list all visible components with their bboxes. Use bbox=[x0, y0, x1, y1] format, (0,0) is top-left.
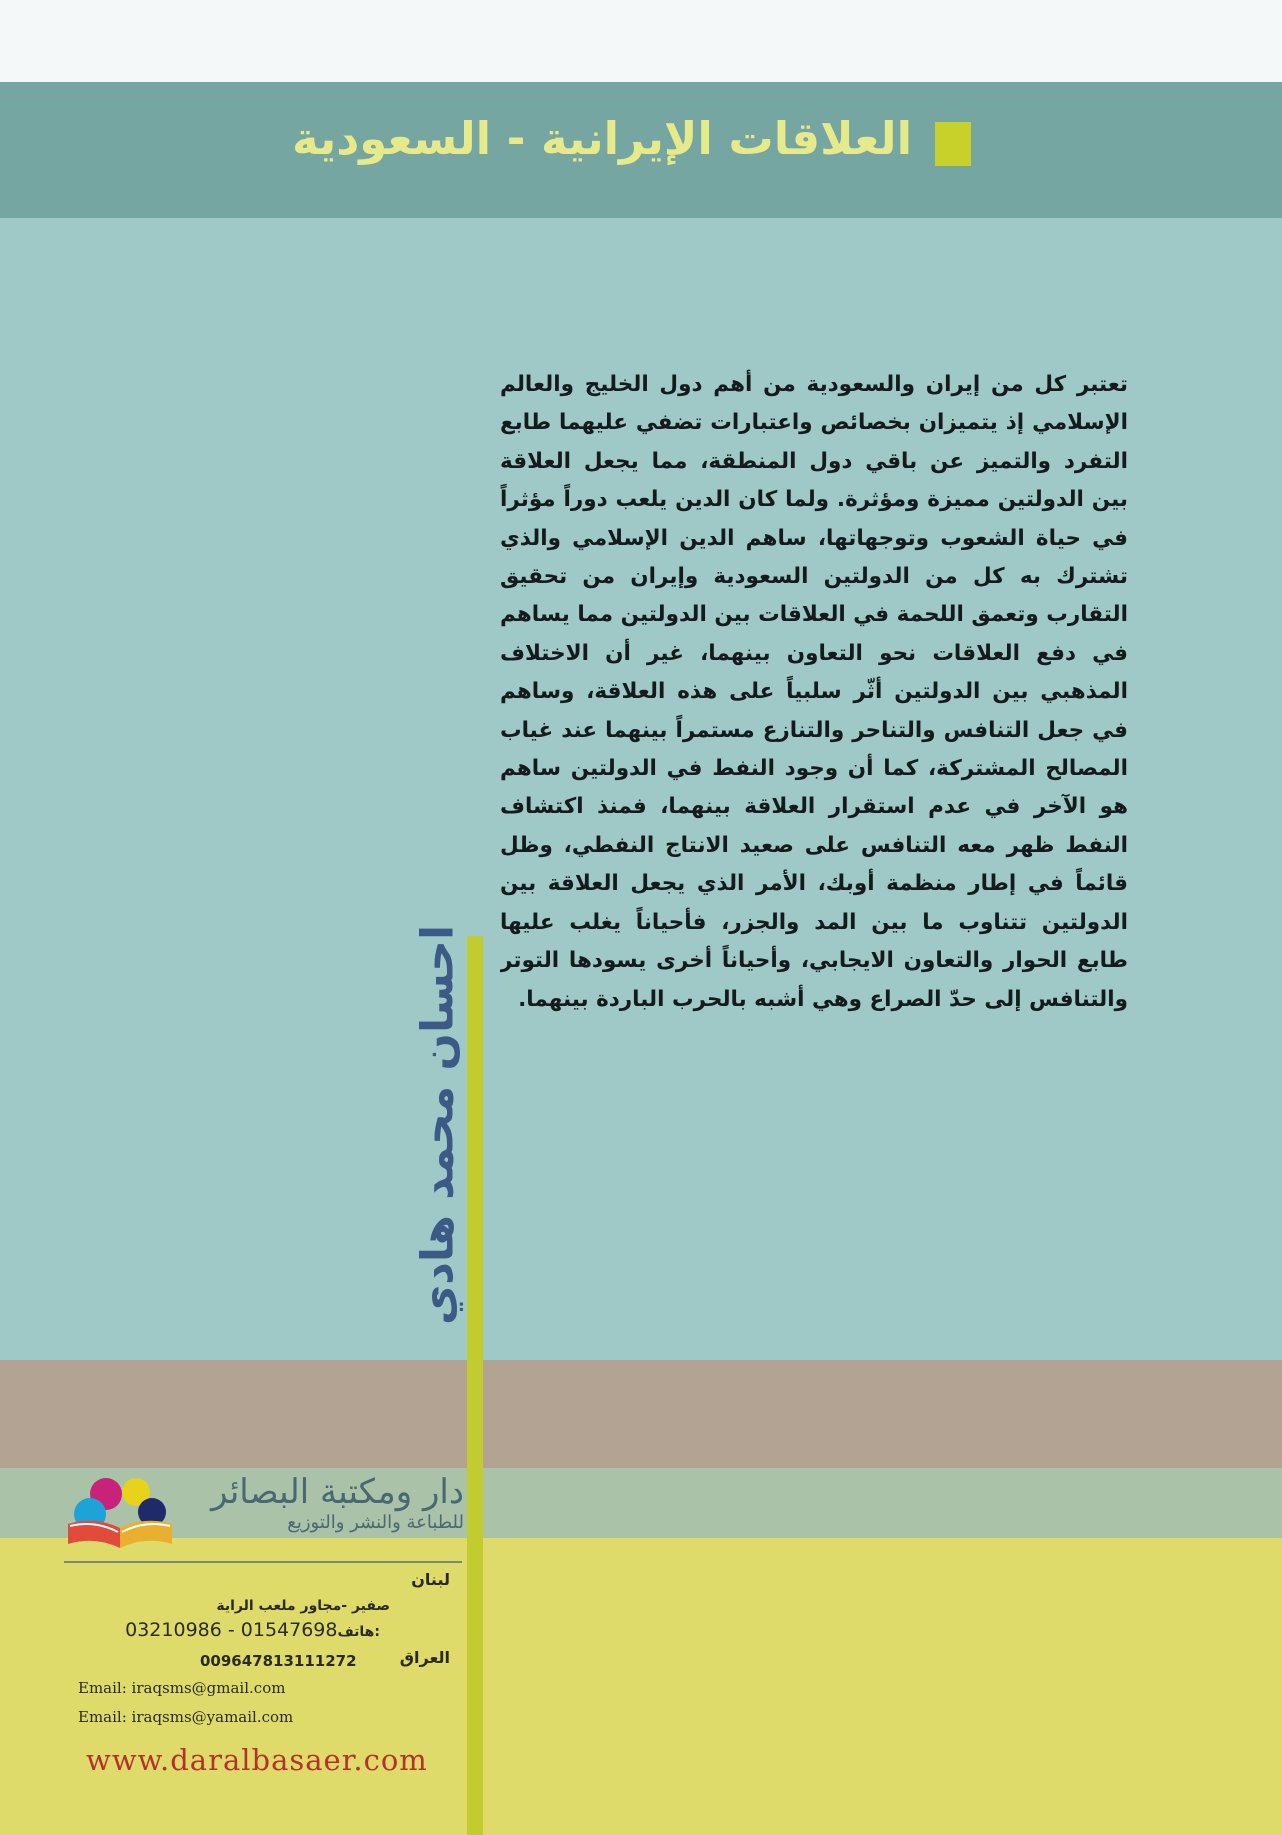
vertical-accent-bar bbox=[467, 936, 483, 1835]
book-blurb: تعتبر كل من إيران والسعودية من أهم دول الخليج والعالم الإسلامي إذ يتميزان بخصائص واعتبارات تضفي عليهما طابع التفرد والتميز عن باقي دول المنطقة، مما يجعل العلاقة بين الدولتين مميزة ومؤثرة. ولما كان الدين يلعب دوراً مؤثراً في حياة الشعوب وتوجهاتها، ساهم الدين الإسلامي والذي تشترك به كل من الدولتين السعودية وإيران من تحقيق التقارب وتعمق اللحمة في العلاقات بين الدولتين مما يساهم في دفع العلاقات نحو التعاون بينهما، غير أن الاختلاف المذهبي بين الدولتين أثّر سلبياً على هذه العلاقة، وساهم في جعل التنافس والتناحر والتنازع مستمراً بينهما عند غياب المصالح المشتركة، كما أن وجود النفط في الدولتين ساهم هو الآخر في عدم استقرار العلاقة بينهما، فمنذ اكتشاف النفط ظهر معه التنافس على صعيد الانتاج النفطي، وظل قائماً في إطار منظمة أوبك، الأمر الذي يجعل العلاقة بين الدولتين تتناوب ما بين المد والجزر، فأحياناً يغلب عليها طابع الحوار والتعاون الايجابي، وأحياناً أخرى يسودها التوتر والتنافس إلى حدّ الصراع وهي أشبه بالحرب الباردة بينهما. bbox=[500, 372, 1128, 1012]
iraq-phone: 009647813111272 bbox=[200, 1652, 357, 1670]
publisher-band bbox=[0, 1468, 1282, 1538]
lebanon-phone-numbers: 03210986 - 01547698 bbox=[125, 1619, 338, 1641]
lebanon-phone-line bbox=[100, 1619, 380, 1641]
phone-label: هاتف: bbox=[337, 1624, 380, 1640]
iraq-label: العراق bbox=[399, 1648, 450, 1667]
book-title: العلاقات الإيرانية - السعودية bbox=[292, 112, 912, 165]
publisher-subtitle: للطباعة والنشر والتوزيع bbox=[287, 1512, 464, 1533]
lebanon-address: صفير -مجاور ملعب الراية bbox=[216, 1598, 390, 1614]
email-gmail: Email: iraqsms@gmail.com bbox=[78, 1679, 286, 1697]
author-name: احسان محمد هادي bbox=[412, 924, 464, 1326]
website-url: www.daralbasaer.com bbox=[86, 1743, 428, 1777]
top-light-strip bbox=[0, 0, 1282, 82]
lebanon-label: لبنان bbox=[411, 1570, 450, 1589]
footer-divider bbox=[64, 1561, 462, 1563]
email-yamail: Email: iraqsms@yamail.com bbox=[78, 1708, 294, 1726]
publisher-name: دار ومكتبة البصائر bbox=[211, 1472, 464, 1512]
brown-stripe bbox=[0, 1360, 1282, 1468]
title-accent-square bbox=[935, 122, 971, 166]
open-book-with-color-drops-icon bbox=[60, 1470, 180, 1554]
